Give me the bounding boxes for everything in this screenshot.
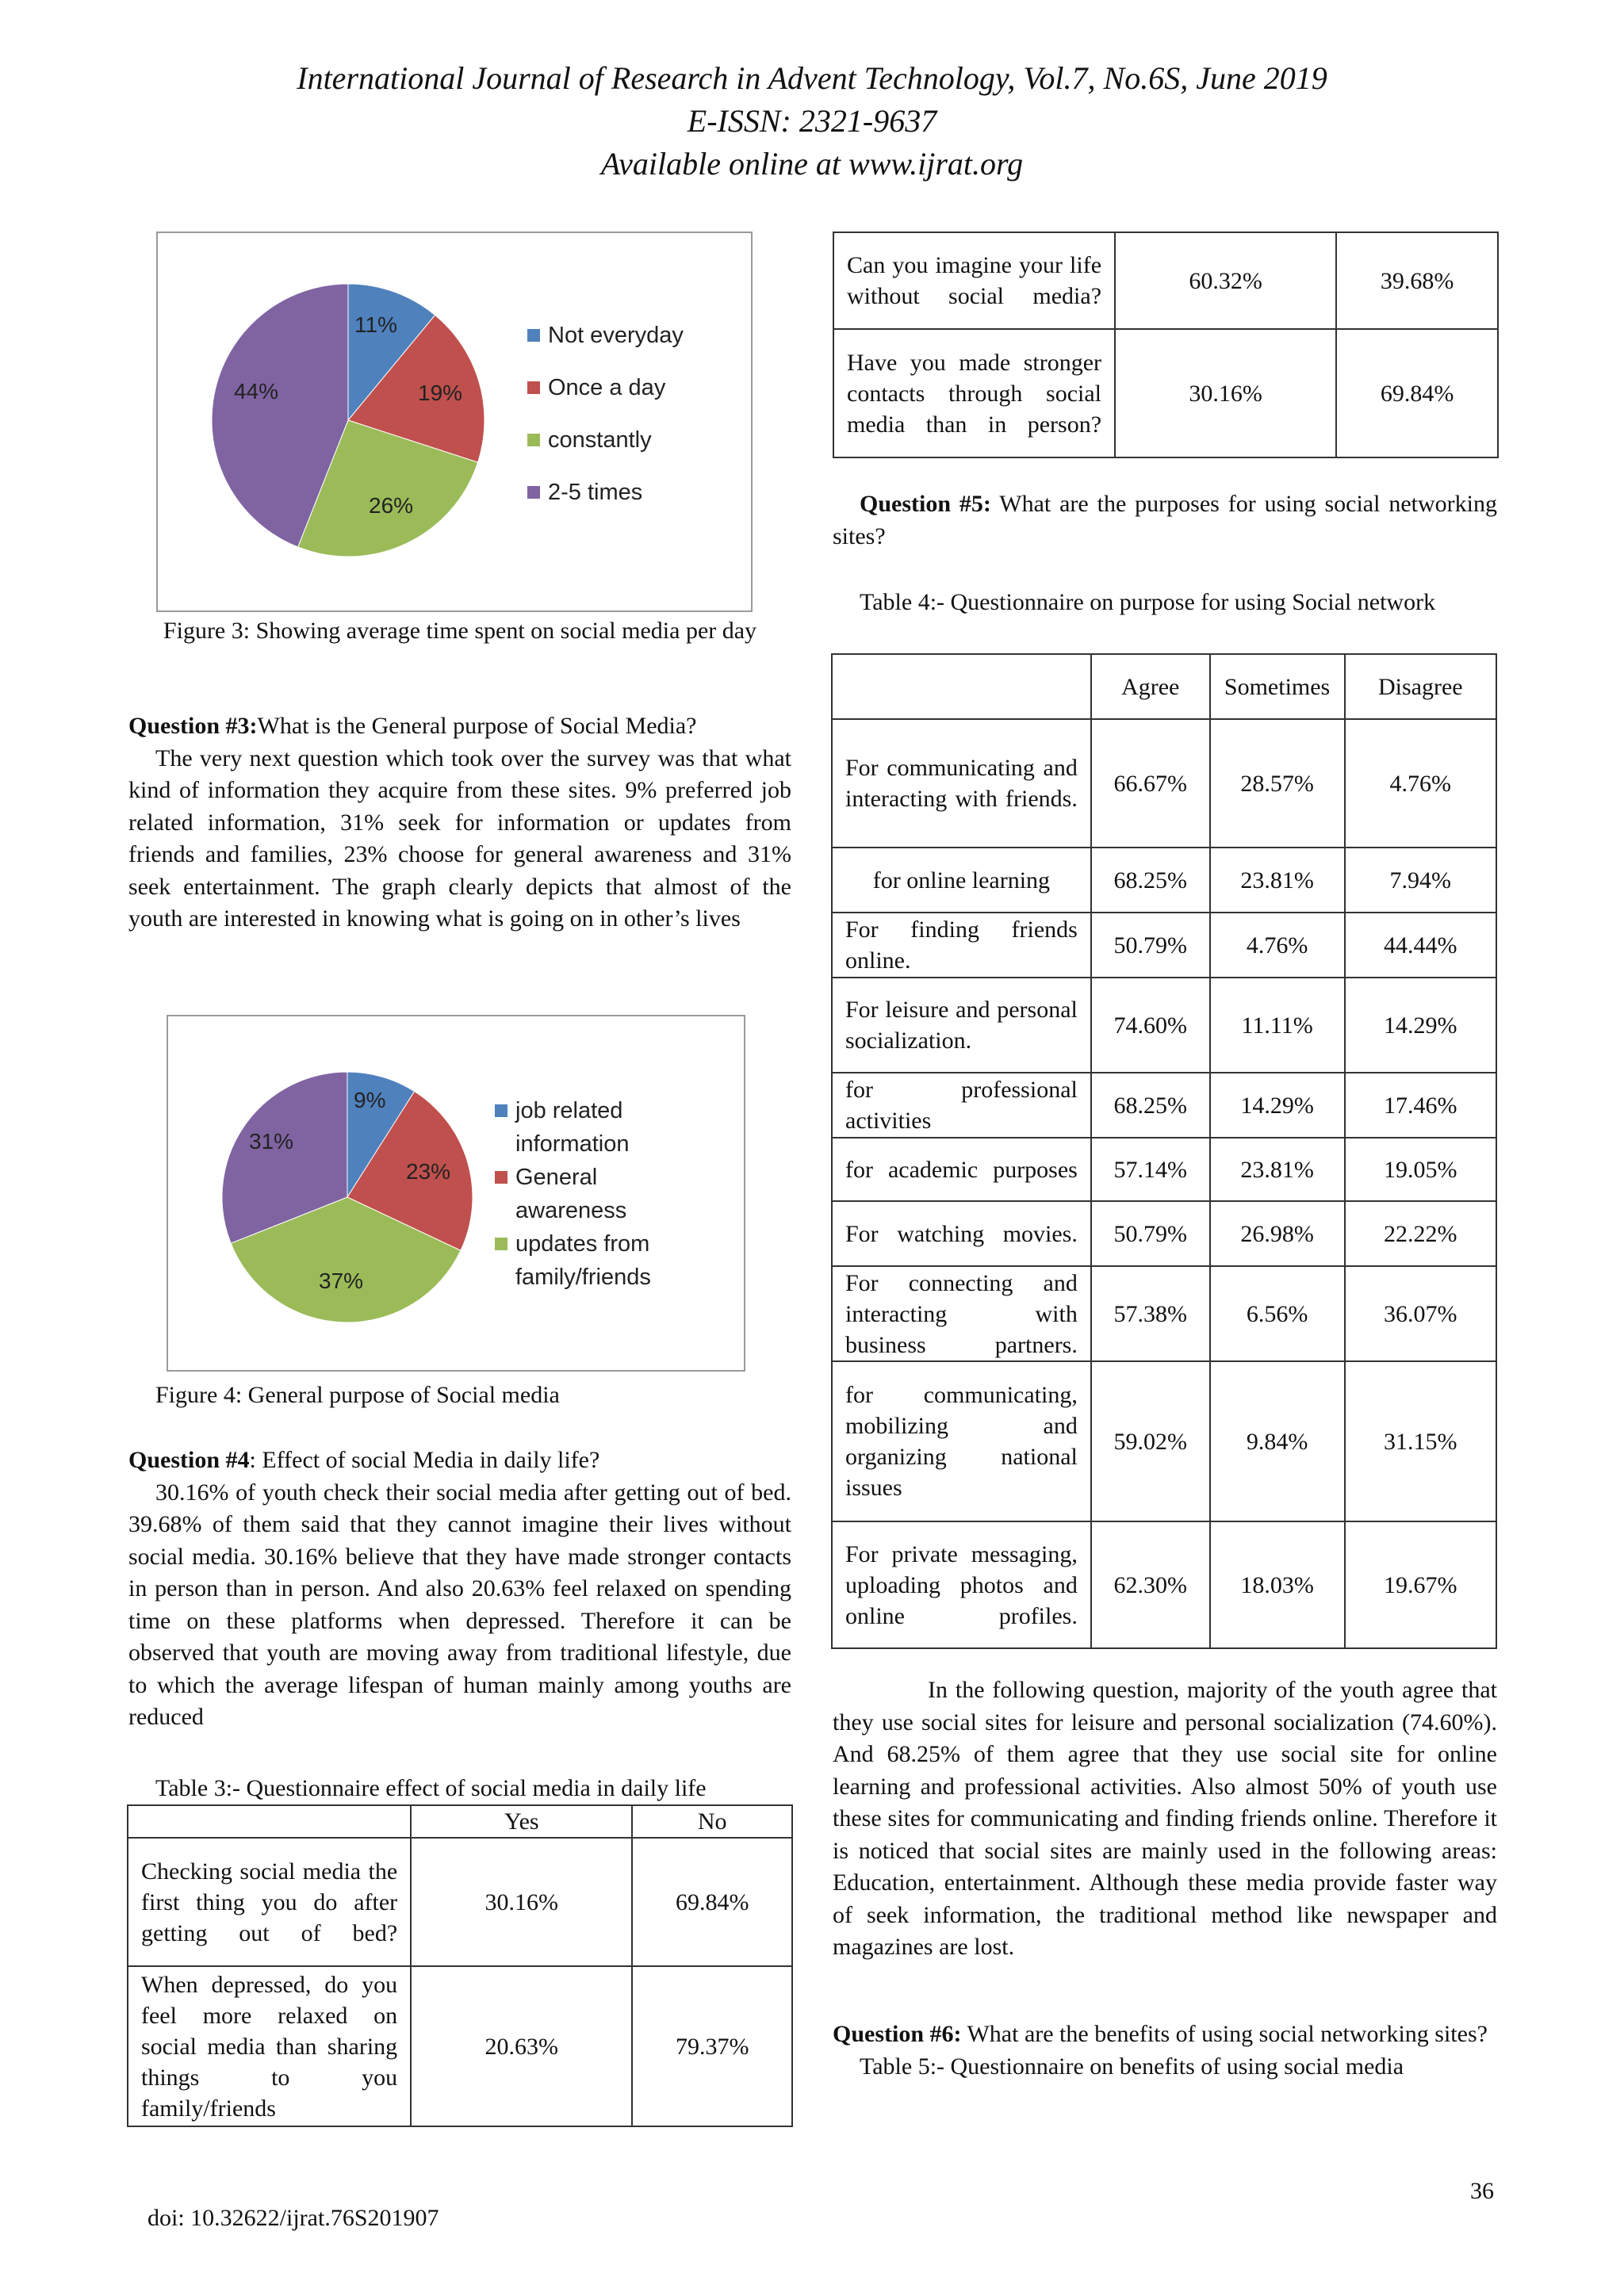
question-6-heading: Question #6: <box>833 2021 962 2047</box>
table-value-cell: 66.67% <box>1091 719 1210 848</box>
table-value-cell: 39.68% <box>1336 232 1498 329</box>
question-6-section <box>833 2019 1497 2083</box>
table-5-caption: Table 5:- Questionnaire on benefits of using social media <box>860 2053 1404 2080</box>
question-3-heading: Question #3: <box>128 713 258 739</box>
question-5-title: What are the purposes for using social networking sites? <box>833 491 1497 549</box>
legend-swatch <box>495 1238 508 1250</box>
table-question-cell: for professional activities <box>832 1073 1091 1138</box>
table-header-cell: No <box>632 1805 792 1838</box>
pie3-label-2: 26% <box>369 493 414 518</box>
table-value-cell: 9.84% <box>1210 1361 1345 1521</box>
table-row <box>833 232 1498 329</box>
table-row <box>832 1138 1496 1201</box>
legend-item <box>495 1161 693 1227</box>
table-row <box>832 848 1496 913</box>
table-4-caption-block <box>833 587 1497 619</box>
table-value-cell: 23.81% <box>1210 1138 1345 1201</box>
table-value-cell: 4.76% <box>1345 719 1496 848</box>
table-row <box>832 1266 1496 1361</box>
table-row <box>832 1521 1496 1648</box>
question-4-section <box>128 1445 791 1734</box>
table-value-cell: 22.22% <box>1345 1201 1496 1266</box>
question-3-title: What is the General purpose of Social Media? <box>257 713 697 739</box>
table-value-cell: 6.56% <box>1210 1266 1345 1361</box>
table-4-caption: Table 4:- Questionnaire on purpose for using Social network <box>860 589 1436 615</box>
figure-3-legend <box>527 319 733 528</box>
table-value-cell: 7.94% <box>1345 848 1496 913</box>
table-3-caption: Table 3:- Questionnaire effect of social media in daily life <box>155 1775 707 1801</box>
legend-label: job related information <box>515 1098 630 1157</box>
question-4-heading: Question #4 <box>128 1447 250 1473</box>
table-value-cell: 19.05% <box>1345 1138 1496 1201</box>
table-row <box>832 978 1496 1073</box>
results-paragraph-block <box>833 1674 1497 1964</box>
pie4-label-1: 23% <box>406 1159 451 1184</box>
table-value-cell: 74.60% <box>1091 978 1210 1073</box>
table-row <box>832 913 1496 978</box>
table-question-cell: Can you imagine your life without social media? <box>833 232 1115 329</box>
table-question-cell: When depressed, do you feel more relaxed on social media than sharing things to you family/friends <box>128 1966 411 2126</box>
table-value-cell: 14.29% <box>1210 1073 1345 1138</box>
table-3 <box>127 1804 793 2127</box>
table-value-cell: 17.46% <box>1345 1073 1496 1138</box>
legend-item <box>495 1094 693 1161</box>
table-value-cell: 68.25% <box>1091 1073 1210 1138</box>
table-question-cell: For finding friends online. <box>832 913 1091 978</box>
figure-4-chart <box>167 1015 745 1372</box>
table-value-cell: 30.16% <box>1115 329 1336 457</box>
journal-issn: E-ISSN: 2321-9637 <box>687 103 937 139</box>
table-row <box>832 1201 1496 1266</box>
table-row <box>833 329 1498 457</box>
table-value-cell: 69.84% <box>632 1838 792 1966</box>
question-6-title: What are the benefits of using social networking sites? <box>961 2021 1488 2047</box>
table-value-cell: 60.32% <box>1115 232 1336 329</box>
table-4 <box>831 653 1497 1649</box>
doi: doi: 10.32622/ijrat.76S201907 <box>147 2205 439 2231</box>
table-value-cell: 23.81% <box>1210 848 1345 913</box>
table-question-cell: For leisure and personal socialization. <box>832 978 1091 1073</box>
question-5-section <box>833 488 1497 553</box>
table-value-cell: 26.98% <box>1210 1201 1345 1266</box>
table-value-cell: 11.11% <box>1210 978 1345 1073</box>
legend-item <box>527 319 733 371</box>
journal-website: Available online at www.ijrat.org <box>600 146 1024 182</box>
legend-swatch <box>495 1104 508 1117</box>
table-header-cell: Yes <box>411 1805 632 1838</box>
table-cell <box>128 1805 411 1838</box>
pie4-label-3: 31% <box>249 1129 294 1154</box>
legend-label: 2-5 times <box>548 480 643 505</box>
page-number: 36 <box>1470 2178 1494 2204</box>
table-row <box>832 719 1496 848</box>
legend-label: Not everyday <box>548 323 684 348</box>
legend-swatch <box>495 1171 508 1184</box>
table-header-cell: Disagree <box>1345 654 1496 719</box>
table-value-cell: 14.29% <box>1345 978 1496 1073</box>
question-5-heading: Question #5: <box>860 491 991 517</box>
table-question-cell: for academic purposes <box>832 1138 1091 1201</box>
table-value-cell: 44.44% <box>1345 913 1496 978</box>
table-value-cell: 28.57% <box>1210 719 1345 848</box>
table-question-cell: For communicating and interacting with friends. <box>832 719 1091 848</box>
question-4-body: 30.16% of youth check their social media after getting out of bed. 39.68% of them said that they cannot imagine their lives without social media. 30.16% believe that they have made stronger contacts in person than in person. And also 20.63% feel relaxed on spending time on these platforms when depressed. Therefore it can be observed that youth are moving away from traditional lifestyle, due to which the average lifespan of human mainly among youths are reduced <box>128 1479 791 1730</box>
table-value-cell: 68.25% <box>1091 848 1210 913</box>
table-cell <box>832 654 1091 719</box>
table-header-cell: Agree <box>1091 654 1210 719</box>
figure-3-pie <box>212 284 485 557</box>
table-value-cell: 57.38% <box>1091 1266 1210 1361</box>
legend-label: Once a day <box>548 375 666 400</box>
question-3-section <box>128 710 791 936</box>
figure-3-caption: Figure 3: Showing average time spent on social media per day <box>163 618 757 644</box>
journal-title: International Journal of Research in Advent Technology, Vol.7, No.6S, June 2019 <box>297 60 1327 96</box>
table-question-cell: for online learning <box>832 848 1091 913</box>
legend-swatch <box>527 434 540 446</box>
table-question-cell: Checking social media the first thing you do after getting out of bed? <box>128 1838 411 1966</box>
table-question-cell: for communicating, mobilizing and organizing national issues <box>832 1361 1091 1521</box>
table-value-cell: 4.76% <box>1210 913 1345 978</box>
figure-3-chart <box>156 232 753 612</box>
table-row <box>128 1838 792 1966</box>
table-value-cell: 79.37% <box>632 1966 792 2126</box>
table-value-cell: 69.84% <box>1336 329 1498 457</box>
figure-4-legend <box>495 1094 693 1294</box>
pie3-label-1: 19% <box>418 381 463 405</box>
pie4-label-2: 37% <box>319 1269 364 1293</box>
table-3-continued <box>833 232 1499 458</box>
table-value-cell: 31.15% <box>1345 1361 1496 1521</box>
table-value-cell: 20.63% <box>411 1966 632 2126</box>
figure-4-caption: Figure 4: General purpose of Social media <box>155 1382 560 1408</box>
pie4-label-0: 9% <box>354 1088 386 1112</box>
table-value-cell: 57.14% <box>1091 1138 1210 1201</box>
legend-item <box>527 371 733 423</box>
legend-swatch <box>527 329 540 342</box>
table-question-cell: For connecting and interacting with business partners. <box>832 1266 1091 1361</box>
table-row <box>832 1361 1496 1521</box>
table-value-cell: 19.67% <box>1345 1521 1496 1648</box>
table-header-row <box>128 1805 792 1838</box>
legend-label: updates from family/friends <box>515 1231 651 1290</box>
table-value-cell: 18.03% <box>1210 1521 1345 1648</box>
legend-swatch <box>527 486 540 499</box>
table-value-cell: 36.07% <box>1345 1266 1496 1361</box>
table-value-cell: 30.16% <box>411 1838 632 1966</box>
table-row <box>832 1073 1496 1138</box>
table-value-cell: 50.79% <box>1091 913 1210 978</box>
legend-swatch <box>527 381 540 394</box>
table-value-cell: 62.30% <box>1091 1521 1210 1648</box>
table-value-cell: 59.02% <box>1091 1361 1210 1521</box>
legend-item <box>527 476 733 528</box>
legend-label: General awareness <box>515 1165 627 1223</box>
table-question-cell: Have you made stronger contacts through social media than in person? <box>833 329 1115 457</box>
legend-item <box>495 1227 693 1294</box>
table-header-cell: Sometimes <box>1210 654 1345 719</box>
results-paragraph: In the following question, majority of the youth agree that they use social sites for leisure and personal socialization (74.60%). And 68.25% of them agree that they use social site for online learning and professional activities. Also almost 50% of youth use these sites for communicating and finding friends online. Therefore it is noticed that social sites are mainly used in the following areas: Education, entertainment. Although these media provide faster way of seek information, the traditional method like newspaper and magazines are lost. <box>833 1677 1497 1960</box>
question-4-title: : Effect of social Media in daily life? <box>249 1447 600 1473</box>
pie3-label-3: 44% <box>234 379 279 404</box>
table-row <box>128 1966 792 2126</box>
table-value-cell: 50.79% <box>1091 1201 1210 1266</box>
table-question-cell: For watching movies. <box>832 1201 1091 1266</box>
question-3-body: The very next question which took over the survey was that what kind of information they acquire from these sites. 9% preferred job related information, 31% seek for information or updates from friends and families, 23% choose for general awareness and 31% seek entertainment. The graph clearly depicts that almost of the youth are interested in knowing what is going on in other’s lives <box>128 744 791 932</box>
table-header-row <box>832 654 1496 719</box>
legend-label: constantly <box>548 427 652 453</box>
table-question-cell: For private messaging, uploading photos and online profiles. <box>832 1521 1091 1648</box>
pie3-label-0: 11% <box>354 312 397 337</box>
legend-item <box>527 423 733 476</box>
